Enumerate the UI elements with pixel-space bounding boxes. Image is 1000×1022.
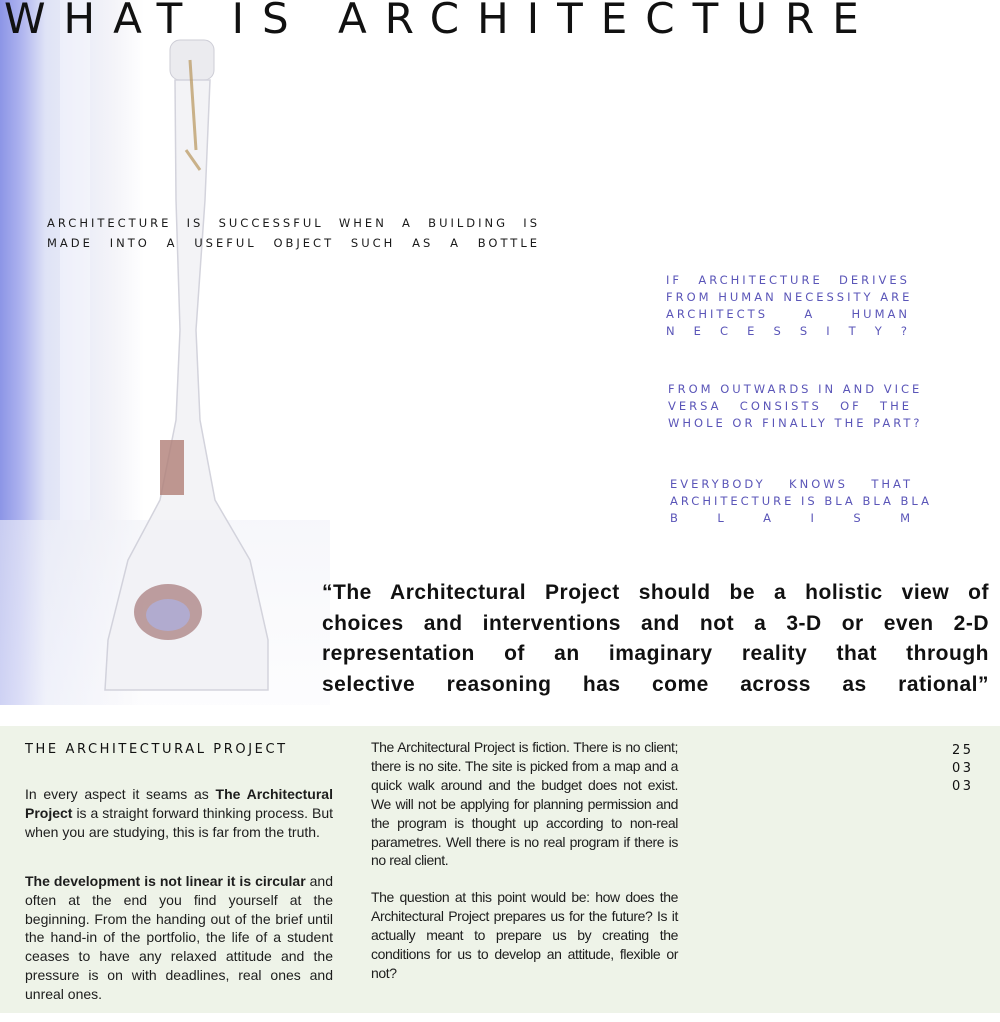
caption-line: ARCHITECTURE IS SUCCESSFUL WHEN A BUILDING IS [47,216,540,230]
paragraph: The Architectural Project is fiction. There is no client; there is no site. The site is picked from a map and a quick walk around and the budget does not exist. We will not be applying for planning permission and the program is thought up according to non-real parametres. Well there is no real program if there is no real client. [371,739,678,869]
date-month: 03 [952,761,974,776]
statement-line: ARCHITECTS A HUMAN [666,307,910,321]
statement-line: WHOLE OR FINALLY THE PART? [668,416,923,430]
paragraph [25,872,333,1004]
statement-line: B L A I S M [670,511,913,525]
issue-date [952,742,974,796]
section-heading: THE ARCHITECTURAL PROJECT [25,742,288,757]
pull-quote [322,578,989,700]
caption-line: MADE INTO A USEFUL OBJECT SUCH AS A BOTTLE [47,236,540,250]
date-day: 25 [952,743,974,758]
statement-line: IF ARCHITECTURE DERIVES [666,273,910,287]
page-title: WHAT IS ARCHITECTURE [4,0,877,43]
text: is a straight forward thinking process. But when you are studying, this is far from the truth. [25,804,333,840]
statement-blaism [670,476,932,527]
text: and often at the end you find yourself at the beginning. From the handing out of the brief until the hand-in of the portfolio, the life of a student ceases to have any relaxed attitude and the pressure is on with deadlines, real ones and unreal ones. [25,872,334,1003]
statement-line: FROM OUTWARDS IN AND VICE [668,382,923,396]
quote-line: selective reasoning has come across as rational” [322,672,989,696]
text: In every aspect it seams as [25,786,216,802]
statement-line: ARCHITECTURE IS BLA BLA BLA [670,494,932,508]
article-section [0,726,1000,1013]
date-year: 03 [952,779,974,794]
quote-line: representation of an imaginary reality that through [322,642,989,665]
statement-line: EVERYBODY KNOWS THAT [670,477,913,491]
paragraph [25,785,333,842]
article-column-2 [371,738,678,1001]
statement-line: N E C E S S I T Y ? [666,324,910,338]
statement-human-necessity [666,272,913,340]
paragraph: The question at this point would be: how does the Architectural Project prepares us for the future? Is it actually meant to prepare us by creating the conditions for us to develop an attitude, flexible or not? [371,889,678,981]
bottle-caption [47,213,540,253]
emphasis: The development is not linear it is circular [25,872,306,889]
article-column-1 [25,785,333,1022]
emphasis: The Architectural Project [25,786,333,821]
statement-outwards-in [668,381,923,432]
quote-line: “The Architectural Project should be a holistic view of [322,581,989,604]
statement-line: VERSA CONSISTS OF THE [668,399,912,413]
statement-line: FROM HUMAN NECESSITY ARE [666,290,913,304]
quote-line: choices and interventions and not a 3-D or even 2-D [322,611,989,635]
